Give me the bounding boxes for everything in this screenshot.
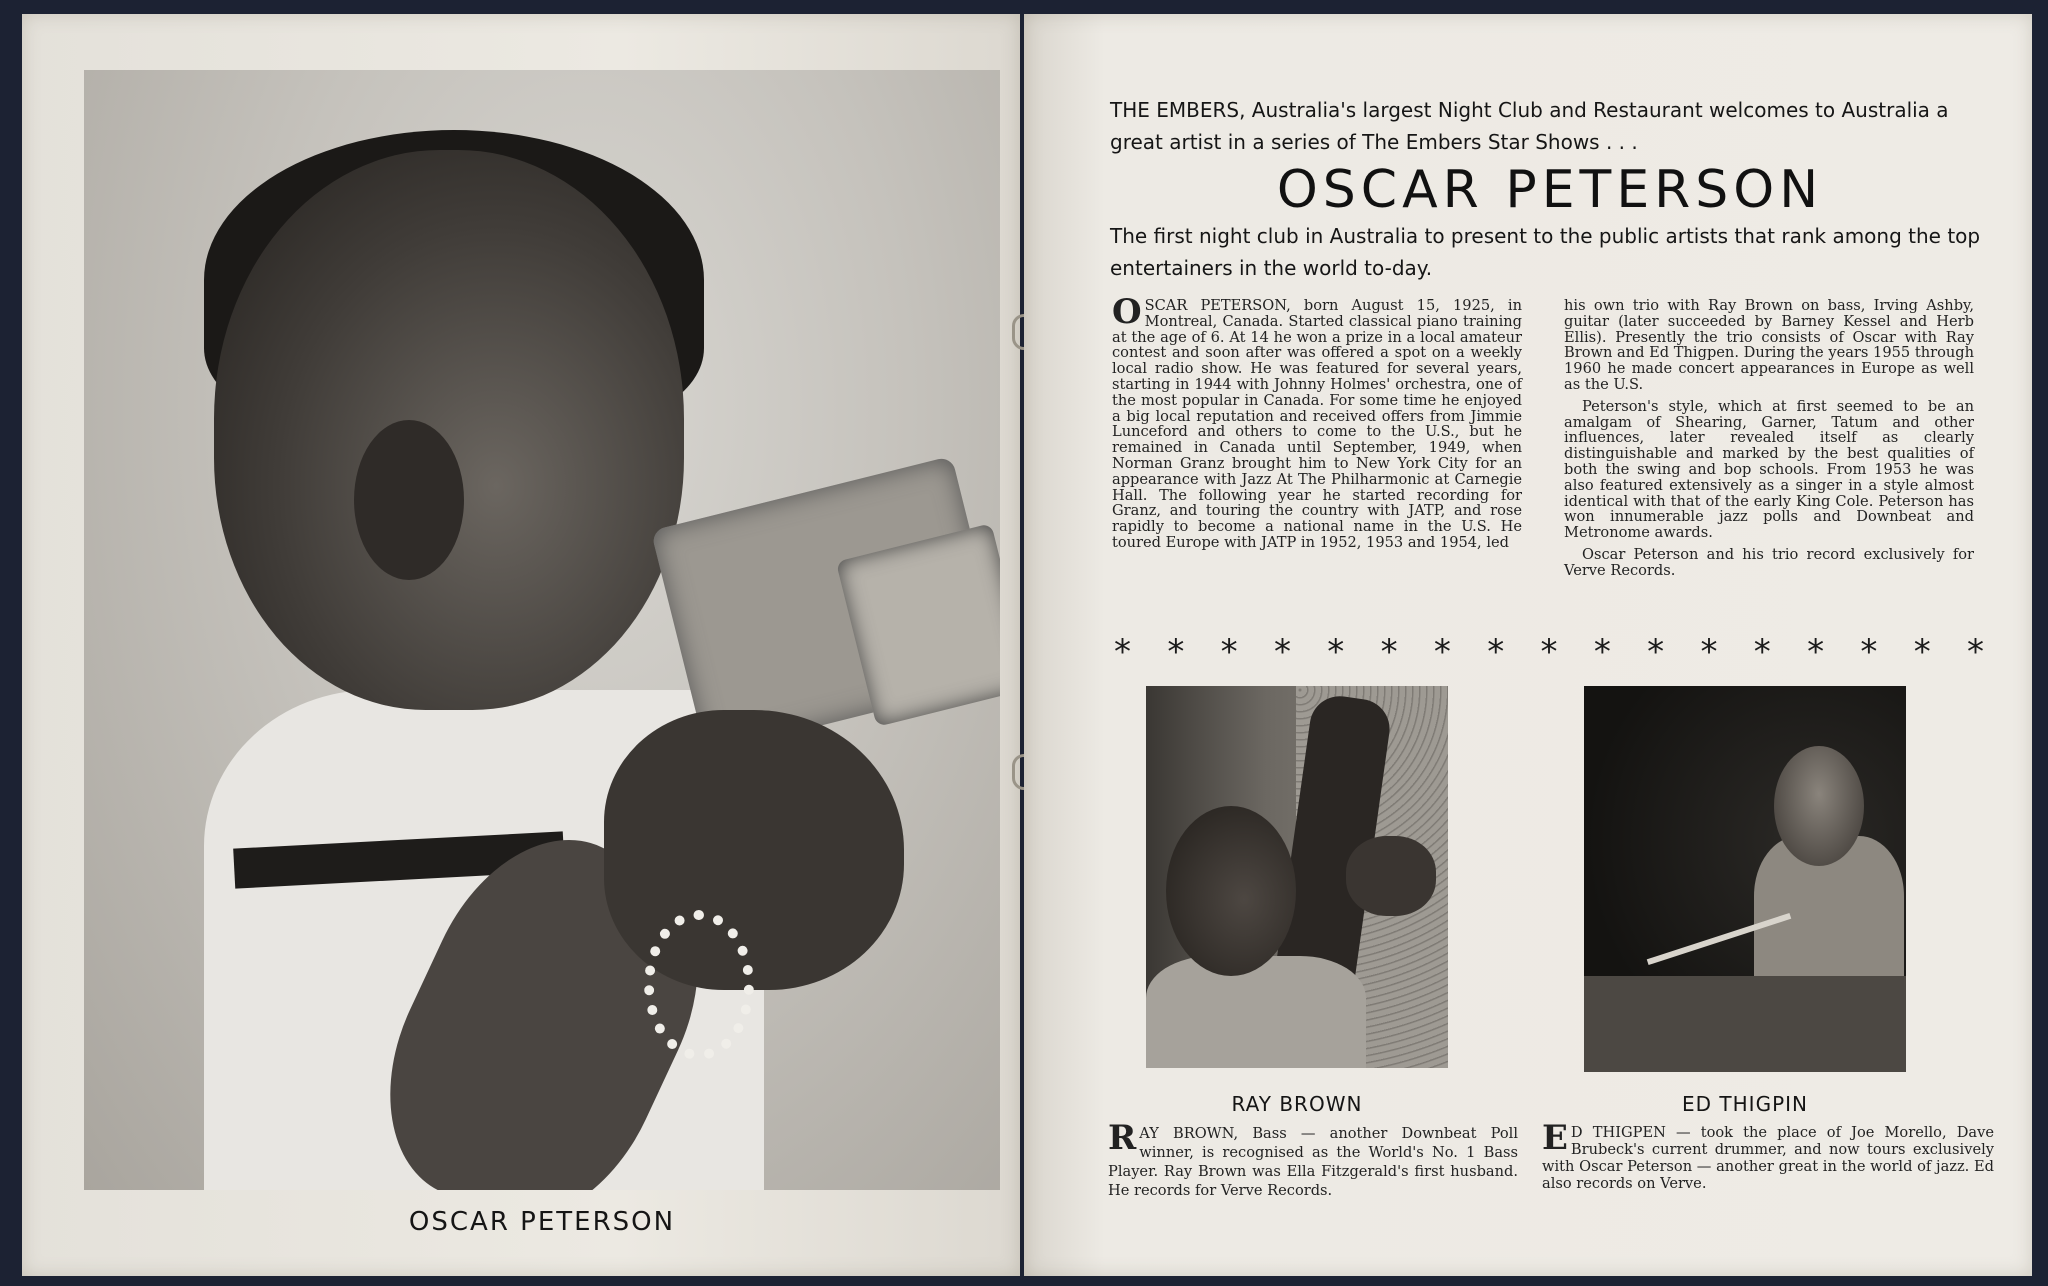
ray-brown-photo xyxy=(1146,686,1448,1068)
star-ornament: * xyxy=(1487,632,1505,672)
star-ornament: * xyxy=(1593,632,1611,672)
photo-head xyxy=(214,150,684,710)
star-ornament: * xyxy=(1380,632,1398,672)
article-paragraph: Peterson's style, which at first seemed to be an amalgam of Shearing, Garner, Tatum and other influences, later revealed itself as clearly distinguishable and marked by the best qualities of both the swing and bop schools. From 1953 he was also featured extensively as a singer in a style almost identical with that of the early King Cole. Peterson has won innumerable jazz polls and Downbeat and Metronome awards. xyxy=(1564,397,1974,542)
ray-brown-name: RAY BROWN xyxy=(1231,1092,1363,1116)
booklet-spread xyxy=(22,14,2032,1276)
article-paragraph: Oscar Peterson and his trio record exclusively for Verve Records. xyxy=(1564,545,1974,579)
star-ornament: * xyxy=(1700,632,1718,672)
article-paragraph: his own trio with Ray Brown on bass, Irving Ashby, guitar (later succeeded by Barney Kessel and Herb Ellis). Presently the trio consists of Oscar with Ray Brown and Ed Thigpen. During the years 1955 through 1960 he made concert appearances in Europe as well as the U.S. xyxy=(1564,297,1974,393)
page-title: OSCAR PETERSON xyxy=(1276,160,1824,220)
photo-ear xyxy=(354,420,464,580)
bio-text: AY BROWN, Bass — another Downbeat Poll winner, is recognised as the World's No. 1 Bass Player. Ray Brown was Ella Fitzgerald's first husband. He records for Verve Records. xyxy=(1108,1125,1518,1199)
star-ornament: * xyxy=(1540,632,1558,672)
left-page xyxy=(22,14,1020,1276)
article-text: SCAR PETERSON, born August 15, 1925, in Montreal, Canada. Started classical piano training at the age of 6. At 14 he won a prize in a local amateur contest and soon after was offered a spot on a weekly local radio show. He was featured for several years, starting in 1944 with Johnny Holmes' orchestra, one of the most popular in Canada. For some time he enjoyed a big local reputation and received offers from Jimmie Lunceford and others to come to the U.S., but he remained in Canada until September, 1949, when Norman Granz brought him to New York City for an appearance with Jazz At The Philharmonic at Carnegie Hall. The following year he started recording for Granz, and touring the country with JATP, and rose rapidly to become a national name in the U.S. He toured Europe with JATP in 1952, 1953 and 1954, led xyxy=(1112,297,1522,551)
photo-face xyxy=(1166,806,1296,976)
star-ornament: * xyxy=(1273,632,1291,672)
photo-shirt xyxy=(1146,956,1366,1068)
photo-caption: OSCAR PETERSON xyxy=(408,1207,676,1237)
ed-thigpen-name: ED THIGPIN xyxy=(1682,1092,1808,1116)
star-ornament: * xyxy=(1327,632,1345,672)
star-ornament: * xyxy=(1647,632,1665,672)
photo-hand xyxy=(1346,836,1436,916)
subheading: The first night club in Australia to present to the public artists that rank among the top entertainers in the world to-day. xyxy=(1110,224,1981,280)
article-column-2 xyxy=(1564,298,1974,585)
photo-hand xyxy=(604,710,904,990)
drop-cap: E xyxy=(1542,1118,1568,1158)
star-ornament: * xyxy=(1753,632,1771,672)
article-paragraph xyxy=(1112,292,1522,551)
star-ornament: * xyxy=(1433,632,1451,672)
photo-drum xyxy=(1584,976,1906,1072)
drop-cap: O xyxy=(1112,292,1142,332)
drop-cap: R xyxy=(1108,1118,1137,1158)
star-ornament: * xyxy=(1167,632,1185,672)
intro-text: THE EMBERS, Australia's largest Night Club and Restaurant welcomes to Australia a great artist in a series of The Embers Star Shows . . . xyxy=(1110,98,1949,154)
ed-thigpen-bio xyxy=(1542,1118,1994,1192)
star-ornament: * xyxy=(1220,632,1238,672)
bio-text: D THIGPEN — took the place of Joe Morello, Dave Brubeck's current drummer, and now tours exclusively with Oscar Peterson — another great in the world of jazz. Ed also records on Verve. xyxy=(1542,1124,1994,1192)
photo-bracelet xyxy=(644,910,754,1060)
ed-thigpen-photo xyxy=(1584,686,1906,1072)
star-ornament: * xyxy=(1860,632,1878,672)
photo-face xyxy=(1774,746,1864,866)
ray-brown-bio xyxy=(1108,1118,1518,1200)
star-ornament: * xyxy=(1807,632,1825,672)
star-ornament: * xyxy=(1114,632,1131,672)
star-ornament: * xyxy=(1967,632,1984,672)
right-page xyxy=(1024,14,2032,1276)
star-divider xyxy=(1114,632,1984,672)
article-column-1 xyxy=(1112,292,1522,557)
star-ornament: * xyxy=(1913,632,1931,672)
oscar-peterson-photo xyxy=(84,70,1000,1190)
